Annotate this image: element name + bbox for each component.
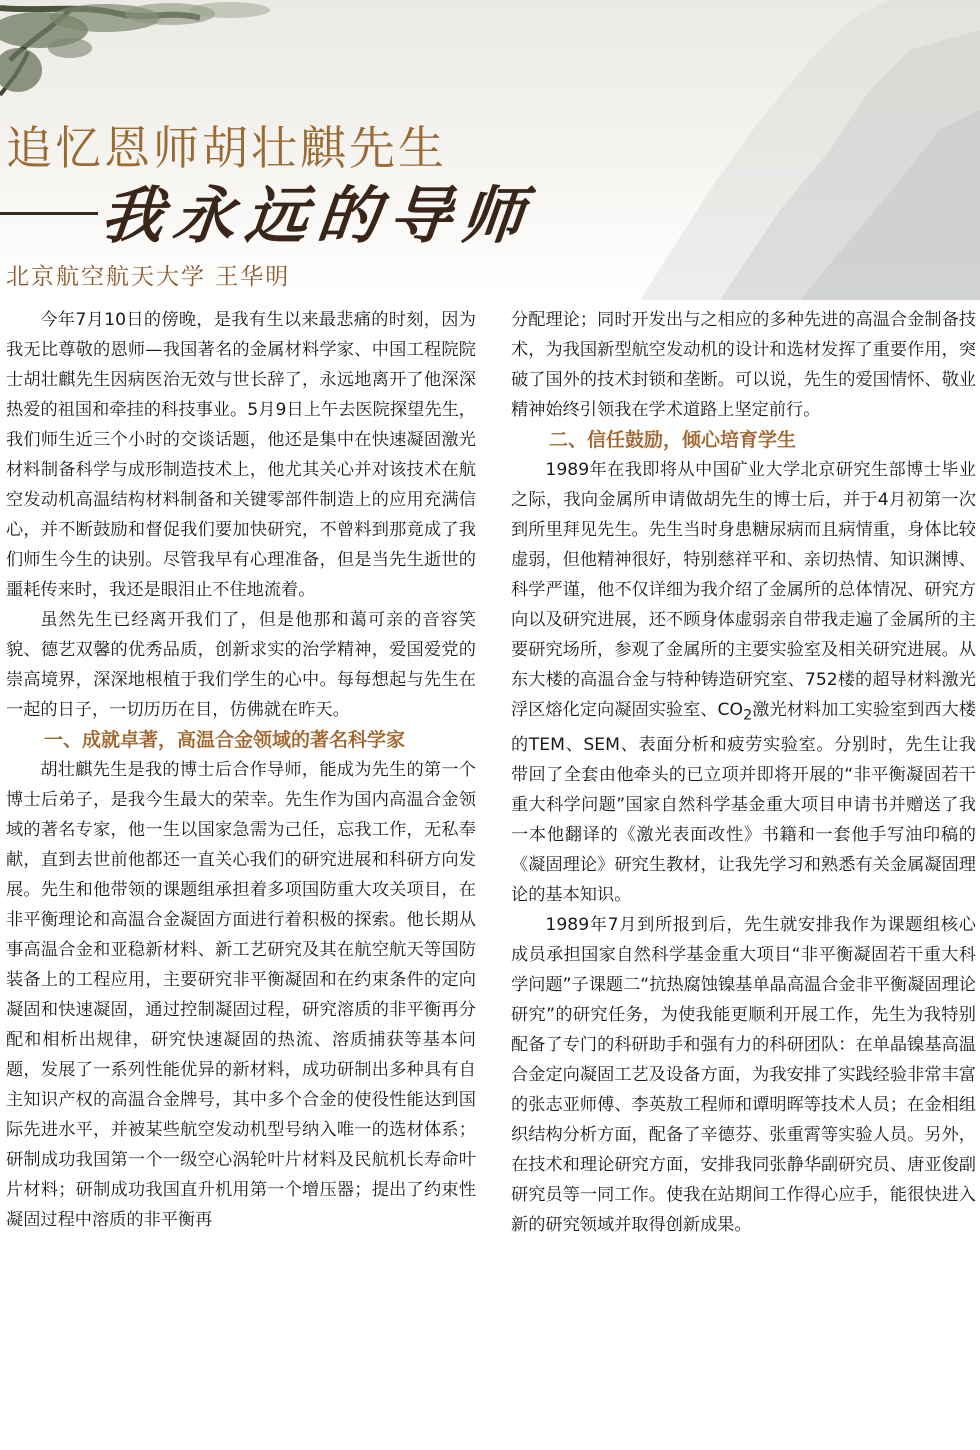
paragraph: 虽然先生已经离开我们了，但是他那和蔼可亲的音容笑貌、德艺双馨的优秀品质，创新求实的治学精神，爱国爱党的崇高境界，深深地根植于我们学生的心中。每每想起与先生在一起的日子，一切历历在目，仿佛就在昨天。 <box>6 610 476 720</box>
paragraph-continued: 分配理论；同时开发出与之相应的多种先进的高温合金制备技术，为我国新型航空发动机的设计和选材发挥了重要作用，突破了国外的技术封锁和垄断。可以说，先生的爱国情怀、敬业精神始终引领我在学术道路上坚定前行。 <box>511 310 976 420</box>
paragraph: 今年7月10日的傍晚，是我有生以来最悲痛的时刻，因为我无比尊敬的恩师—我国著名的金属材料学家、中国工程院院士胡壮麒先生因病医治无效与世长辞了，永远地离开了他深深热爱的祖国和牵挂的科技事业。5月9日上午去医院探望先生，我们师生近三个小时的交谈话题，他还是集中在快速凝固激光材料制备科学与成形制造技术上，他尤其关心并对该技术在航空发动机高温结构材料制备和关键零部件制造上的应用充满信心，并不断鼓励和督促我们要加快研究，不曾料到那竟成了我们师生今生的诀别。尽管我早有心理准备，但是当先生逝世的噩耗传来时，我还是眼泪止不住地流着。 <box>6 310 476 600</box>
author-byline: 北京航空航天大学 王华明 <box>6 264 291 290</box>
paragraph: 1989年7月到所报到后，先生就安排我作为课题组核心成员承担国家自然科学基金重大项目“非平衡凝固若干重大科学问题”子课题二“抗热腐蚀镍基单晶高温合金非平衡凝固理论研究”的研究任务，为使我能更顺利开展工作，先生为我特别配备了专门的科研助手和强有力的科研团队：在单晶镍基高温合金定向凝固工艺及设备方面，为我安排了实践经验非常丰富的张志亚师傅、李英敖工程师和谭明晖等技术人员；在金相组织结构分析方面，配备了辛德芬、张重霄等实验人员。另外，在技术和理论研究方面，安排我同张静华副研究员、唐亚俊副研究员等一同工作。使我在站期间工作得心应手，能很快进入新的研究领域并取得创新成果。 <box>511 915 976 1236</box>
subtitle-row <box>0 170 538 252</box>
section-heading-1: 一、成就卓著，高温合金领域的著名科学家 <box>44 729 406 751</box>
co2-subscript: 2 <box>743 707 753 724</box>
subtitle-dash <box>0 212 98 215</box>
left-column <box>6 305 476 1235</box>
pine-tree-illustration <box>0 0 300 130</box>
right-column <box>511 305 976 1240</box>
paragraph-text: 1989年在我即将从中国矿业大学北京研究生部博士毕业之际，我向金属所申请做胡先生的博士后，并于4月初第一次到所里拜见先生。先生当时身患糖尿病而且病情重，身体比较虚弱，但他精神很好，特别慈祥平和、亲切热情、知识渊博、科学严谨，他不仅详细为我介绍了金属所的总体情况、研究方向以及研究进展，还不顾身体虚弱亲自带我走遍了金属所的主要研究场所，参观了金属所的主要实验室及相关研究进展。从东大楼的高温合金与特种铸造研究室、752楼的超导材料激光浮区熔化定向凝固实验室、CO <box>511 460 976 720</box>
article-title: 追忆恩师胡壮麒先生 <box>6 121 447 175</box>
mountain-illustration <box>560 0 980 300</box>
section-heading-2: 二、信任鼓励，倾心培育学生 <box>549 429 797 451</box>
article-subtitle: 我永远的导师 <box>97 178 538 252</box>
paragraph <box>511 455 976 910</box>
paragraph-text: 激光材料加工实验室到西大楼的TEM、SEM、表面分析和疲劳实验室。分别时，先生让我带回了全套由他牵头的已立项并即将开展的“非平衡凝固若干重大科学问题”国家自然科学基金重大项目申请书并赠送了我一本他翻译的《激光表面改性》书籍和一套他手写油印稿的《凝固理论》研究生教材，让我先学习和熟悉有关金属凝固理论的基本知识。 <box>511 700 976 906</box>
paragraph: 胡壮麒先生是我的博士后合作导师，能成为先生的第一个博士后弟子，是我今生最大的荣幸。先生作为国内高温合金领域的著名专家，他一生以国家急需为己任，忘我工作，无私奉献，直到去世前他都还一直关心我们的研究进展和科研方向发展。先生和他带领的课题组承担着多项国防重大攻关项目，在非平衡理论和高温合金凝固方面进行着积极的探索。他长期从事高温合金和亚稳新材料、新工艺研究及其在航空航天等国防装备上的工程应用，主要研究非平衡凝固和在约束条件的定向凝固和快速凝固，通过控制凝固过程，研究溶质的非平衡再分配和相析出规律，研究快速凝固的热流、溶质捕获等基本问题，发展了一系列性能优异的新材料，成功研制出多种具有自主知识产权的高温合金牌号，其中多个合金的使役性能达到国际先进水平，并被某些航空发动机型号纳入唯一的选材体系；研制成功我国第一个一级空心涡轮叶片材料及民航机长寿命叶片材料；研制成功我国直升机用第一个增压器；提出了约束性凝固过程中溶质的非平衡再 <box>6 760 476 1230</box>
